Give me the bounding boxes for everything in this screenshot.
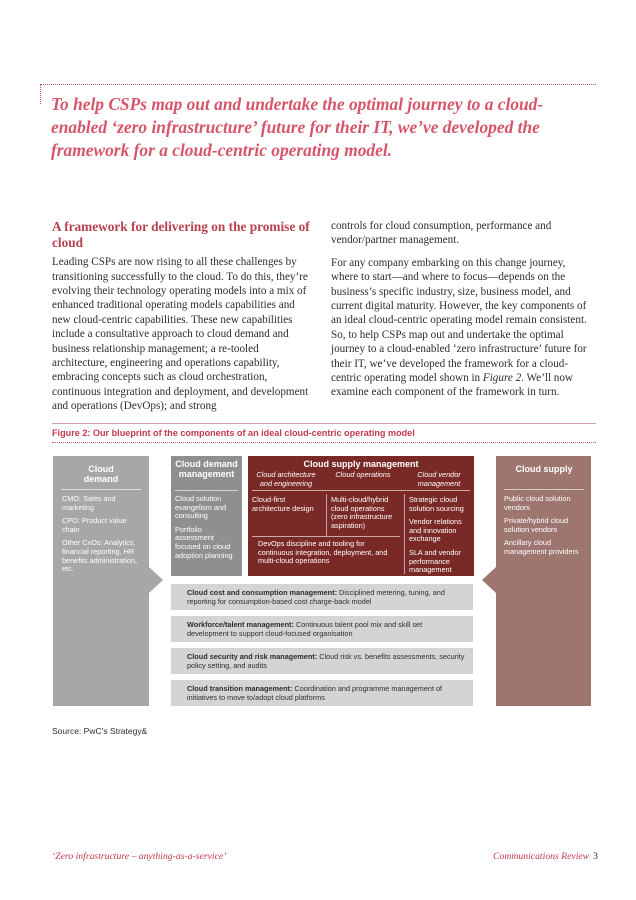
- bar-text: Continuous talent pool mix and skill set development to support cloud-focused organisation: [187, 620, 423, 638]
- pull-quote: To help CSPs map out and undertake the optimal journey to a cloud-enabled ‘zero infrastructure’ future for their IT, we’ve developed the framework for a cloud-centric operating model.: [51, 94, 544, 160]
- cloud-supply-divider: [504, 489, 584, 490]
- article-paragraph-3: [331, 256, 591, 400]
- supply-management-title: Cloud supply management: [303, 459, 419, 469]
- footer-title: ‘Zero infrastructure – anything-as-a-service’: [52, 851, 227, 862]
- bar-label: Workforce/talent management:: [187, 620, 294, 629]
- cloud-supply-item: Ancillary cloud management providers: [504, 538, 579, 556]
- footer-publication: [493, 851, 598, 862]
- article-paragraph-3-text-b: . We’ll now examine each component of the framework in turn.: [331, 372, 573, 399]
- cost-consumption-bar: [171, 584, 473, 610]
- architecture-text: Cloud-first architecture design: [252, 495, 314, 513]
- bar-text: Cloud risk vs. benefits assessments, security policy setting, and audits: [187, 652, 465, 670]
- workforce-talent-bar: [171, 616, 473, 642]
- figure-title-rule: [52, 442, 596, 443]
- cloud-supply-arrow: [482, 567, 496, 593]
- cloud-demand-item: CMO: Sales and marketing: [62, 494, 116, 512]
- dotted-vertical-rule: [40, 84, 41, 104]
- figure-title: Figure 2: Our blueprint of the components of an ideal cloud-centric operating model: [52, 428, 415, 438]
- dotted-top-rule: [40, 84, 596, 85]
- vendor-management-item: SLA and vendor performance management: [409, 547, 461, 575]
- supply-subhead-operations: Cloud operations: [335, 470, 391, 479]
- demand-management-item: Portfolio assessment focused on cloud adoption planning: [175, 524, 233, 560]
- supply-column-divider: [326, 494, 327, 536]
- demand-management-divider: [175, 490, 238, 491]
- article-paragraph-2: controls for cloud consumption, performance and vendor/partner management.: [331, 220, 552, 247]
- cloud-demand-arrow: [149, 567, 163, 593]
- supply-management-divider: [252, 490, 470, 491]
- demand-management-item: Cloud solution evangelism and consulting: [175, 494, 227, 521]
- demand-management-list: [175, 495, 241, 565]
- supply-subhead-architecture: Cloud architecture and engineering: [256, 470, 316, 488]
- page-number: 3: [593, 851, 598, 862]
- devops-divider: [252, 536, 400, 537]
- operations-text: Multi-cloud/hybrid cloud operations (zero infrastructure aspiration): [331, 495, 393, 530]
- cloud-demand-panel: [53, 456, 149, 706]
- demand-management-title: Cloud demand management: [175, 459, 238, 479]
- article-paragraph-1: Leading CSPs are now rising to all these challenges by transitioning successfully to the cloud. To do this, they’re evolving their technology operating models into a mix of enhanced traditional operating models capabilities and new cloud-centric capabilities. These new capabilities include a consultative approach to cloud demand and business relationship management; a re-tooled architecture, engineering and operations capability, embracing concepts such as cloud orchestration, continuous integration and deployment, and development and operations (DevOps); and strong: [52, 256, 309, 413]
- supply-subhead-vendor: Cloud vendor management: [417, 470, 461, 488]
- figure-source: Source: PwC’s Strategy&: [52, 726, 148, 736]
- figure-reference: Figure 2: [482, 372, 522, 385]
- cloud-demand-list: [62, 495, 144, 579]
- bar-text: Disciplined metering, tuning, and reporting for consumption-based cost charge-back model: [187, 588, 445, 606]
- cloud-demand-divider: [61, 489, 141, 490]
- demand-management-panel: [171, 456, 242, 576]
- bar-label: Cloud cost and consumption management:: [187, 588, 337, 597]
- cloud-demand-item: CPO: Product value chain: [62, 516, 127, 534]
- supply-management-panel: [248, 456, 474, 576]
- bar-label: Cloud security and risk management:: [187, 652, 318, 661]
- cloud-supply-panel: [496, 456, 591, 706]
- vendor-management-list: [409, 496, 473, 580]
- supply-column-divider: [404, 494, 405, 574]
- cloud-supply-list: [504, 495, 586, 562]
- cloud-supply-item: Private/hybrid cloud solution vendors: [504, 516, 569, 534]
- footer-publication-name: Communications Review: [493, 851, 590, 862]
- cloud-supply-title: Cloud supply: [515, 464, 573, 474]
- security-risk-bar: [171, 648, 473, 674]
- vendor-management-item: Vendor relations and innovation exchange: [409, 517, 462, 544]
- bar-label: Cloud transition management:: [187, 684, 293, 693]
- figure-top-rule: [52, 423, 596, 424]
- article-heading: A framework for delivering on the promise of cloud: [52, 219, 310, 250]
- devops-text: DevOps discipline and tooling for continuous integration, deployment, and multi-cloud operations: [258, 539, 388, 566]
- article-left-column: [52, 219, 310, 422]
- article-right-column: [331, 219, 591, 408]
- cloud-supply-item: Public cloud solution vendors: [504, 494, 571, 512]
- vendor-management-item: Strategic cloud solution sourcing: [409, 495, 464, 513]
- bar-text: Coordination and programme management of initiatives to move to/adopt cloud platforms: [187, 684, 443, 702]
- article-paragraph-3-text-a: For any company embarking on this change journey, where to start—and where to focus—depends on the business’s specific industry, size, business model, and current digital maturity. However, the key components of an ideal cloud-centric operating model remain consistent. So, to help CSPs map out and undertake the optimal journey to a cloud-enabled ‘zero infrastructure’ future for their IT, we’ve developed the framework for a cloud-centric operating model shown in: [331, 256, 587, 385]
- cloud-demand-title: Cloud demand: [83, 464, 119, 484]
- transition-management-bar: [171, 680, 473, 706]
- cloud-demand-item: Other CxOs: Analytics, financial reporting, HR benefits administration, etc.: [62, 538, 138, 574]
